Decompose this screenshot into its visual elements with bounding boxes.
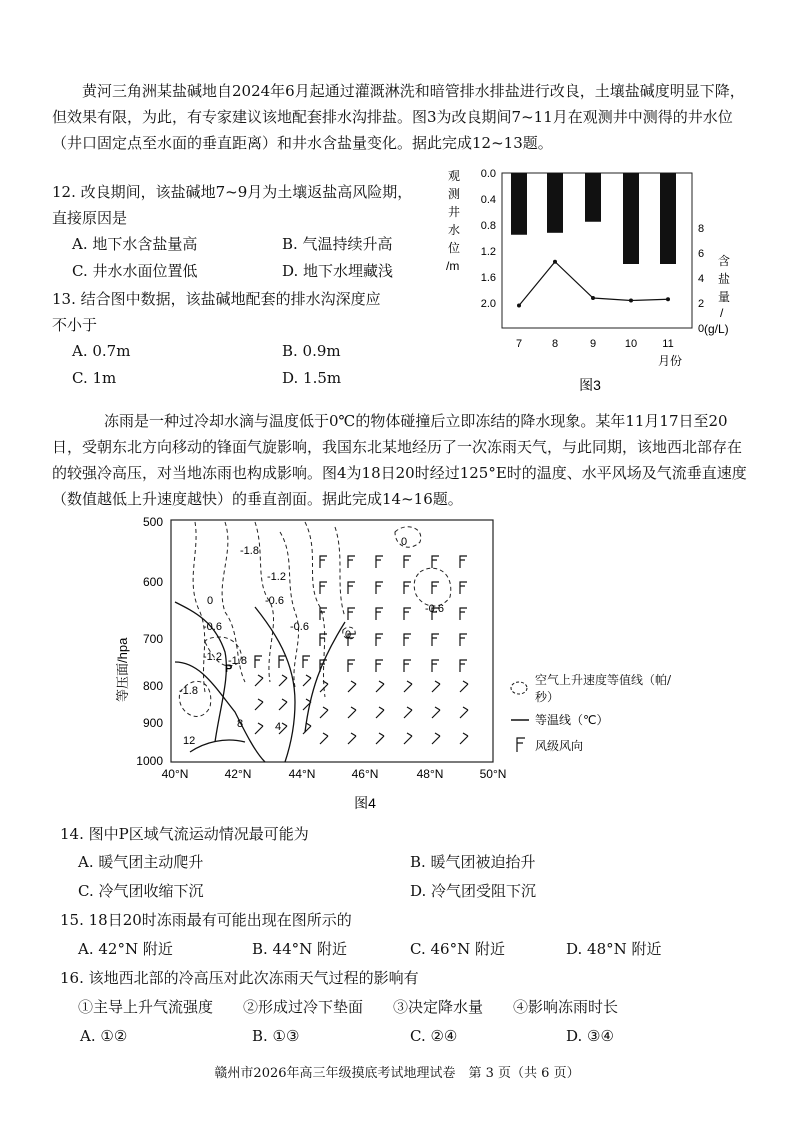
q13-option-d[interactable]: D. 1.5m [282, 369, 342, 387]
q15-option-a[interactable]: A. 42°N 附近 [78, 940, 173, 958]
q16-option-b[interactable]: B. ①③ [252, 1027, 300, 1045]
fig4-wind-barb [432, 733, 440, 744]
fig4-wind-barb [376, 707, 384, 718]
fig4-y-tick: 500 [142, 515, 163, 529]
fig4-plot-frame [171, 520, 493, 762]
svg-text:(g/L): (g/L) [704, 322, 729, 336]
legend-wind-icon [517, 738, 525, 752]
fig4-wind-barb [303, 656, 310, 668]
svg-text:/m: /m [446, 259, 460, 273]
fig3-x-tick: 10 [624, 338, 638, 350]
fig4-label: 0 [401, 536, 408, 548]
fig3-x-ticks [516, 338, 674, 350]
fig4-wind-barb [255, 675, 263, 686]
fig4-wind-barb [255, 656, 262, 668]
fig4-wind-barb [404, 556, 411, 568]
fig3-right-tick: 4 [698, 273, 705, 285]
fig3-right-ticks [698, 223, 704, 335]
q12-option-d[interactable]: D. 地下水埋藏浅 [282, 262, 394, 280]
fig3-water-level-bar [585, 173, 601, 222]
fig3-left-tick: 2.0 [480, 298, 496, 310]
fig4-y-tick: 1000 [136, 754, 163, 768]
fig4-wind-barb [320, 707, 328, 718]
fig4-label: 4 [275, 721, 282, 733]
legend-wind-label: 风级风向 [535, 739, 584, 753]
fig4-label: -0.6 [203, 621, 222, 633]
fig3-left-ticks [481, 168, 496, 310]
fig4-label: -1.2 [267, 571, 286, 583]
fig3-left-tick: 1.6 [480, 272, 496, 284]
fig4-wind-barb [404, 608, 411, 620]
fig4-x-tick: 50°N [479, 767, 507, 781]
q13-stem-line2: 不小于 [52, 316, 98, 334]
fig4-wind-barbs [255, 556, 468, 744]
fig4-wind-barb [376, 556, 383, 568]
fig4-caption: 图4 [354, 795, 376, 811]
fig4-wind-barb [376, 660, 383, 672]
fig4-wind-barb [320, 582, 327, 594]
fig4-wind-barb [348, 608, 355, 620]
q14-option-d[interactable]: D. 冷气团受阻下沉 [410, 882, 537, 900]
fig4-wind-barb [376, 608, 383, 620]
svg-text:含: 含 [718, 254, 731, 268]
fig4-wind-barb [255, 699, 263, 710]
fig4-label: -1.2 [203, 651, 222, 663]
fig4-wind-barb [348, 556, 355, 568]
fig4-wind-barb [432, 681, 440, 692]
fig3-x-tick: 11 [662, 338, 674, 350]
fig4-wind-barb [376, 733, 384, 744]
fig3-right-tick: 8 [698, 223, 705, 235]
q13-option-b[interactable]: B. 0.9m [282, 342, 341, 360]
fig4-y-ticks [136, 515, 163, 768]
fig4-label: -1.8 [228, 655, 247, 667]
fig4-updraft-contours [179, 522, 450, 716]
q16-stem: 16. 该地西北部的冷高压对此次冻雨天气过程的影响有 [60, 969, 419, 987]
q12-option-b[interactable]: B. 气温持续升高 [282, 235, 393, 253]
q16-option-d[interactable]: D. ③④ [566, 1027, 614, 1045]
figure-3 [440, 165, 750, 400]
fig4-wind-barb [404, 634, 411, 646]
fig4-wind-barb [432, 634, 439, 646]
fig3-salinity-point [591, 296, 595, 300]
fig4-y-label: 等压面/hpa [115, 637, 130, 702]
fig3-salinity-point [553, 260, 557, 264]
fig3-right-tick: 0 [698, 323, 705, 335]
fig4-wind-barb [348, 707, 356, 718]
q12-stem-line1: 12. 改良期间，该盐碱地7~9月为土壤返盐高风险期， [52, 183, 413, 201]
fig3-x-label: 月份 [658, 354, 683, 368]
fig3-left-tick: 0.4 [480, 194, 496, 206]
fig4-label-p: P [225, 663, 233, 675]
fig4-wind-barb [348, 733, 356, 744]
fig3-right-axis-label [704, 254, 730, 336]
fig4-x-tick: 42°N [224, 767, 252, 781]
fig4-wind-barb [432, 660, 439, 672]
q13-stem-line1: 13. 结合图中数据，该盐碱地配套的排水沟深度应 [52, 290, 381, 308]
fig4-x-tick: 46°N [351, 767, 379, 781]
q14-option-a[interactable]: A. 暖气团主动爬升 [78, 853, 204, 871]
fig4-x-tick: 48°N [416, 767, 444, 781]
fig3-x-tick: 7 [515, 338, 523, 350]
fig4-x-ticks [162, 767, 507, 781]
q13-option-c[interactable]: C. 1m [72, 369, 117, 387]
fig3-left-tick: 0.8 [480, 220, 496, 232]
fig4-wind-barb [404, 660, 411, 672]
q15-option-d[interactable]: D. 48°N 附近 [566, 940, 662, 958]
fig4-label: 0 [207, 595, 214, 607]
fig4-label: 8 [237, 718, 244, 730]
fig3-left-tick: 0.0 [480, 168, 496, 180]
fig4-wind-barb [303, 723, 311, 734]
fig4-label: -0.6 [265, 595, 284, 607]
fig4-wind-barb [320, 556, 327, 568]
fig4-label: -1.8 [179, 685, 198, 697]
fig4-wind-barb [460, 634, 467, 646]
fig4-y-tick: 900 [142, 716, 163, 730]
fig4-wind-barb [376, 582, 383, 594]
fig4-label: -0.6 [425, 603, 444, 615]
fig4-wind-barb [460, 556, 467, 568]
q16-option-c[interactable]: C. ②④ [410, 1027, 458, 1045]
fig4-wind-barb [279, 675, 287, 686]
q14-option-b[interactable]: B. 暖气团被迫抬升 [410, 853, 536, 871]
fig3-water-level-bar [547, 173, 563, 233]
q15-stem: 15. 18日20时冻雨最有可能出现在图所示的 [60, 911, 352, 929]
q15-option-c[interactable]: C. 46°N 附近 [410, 940, 505, 958]
fig4-label: 0 [345, 629, 352, 641]
fig4-wind-barb [404, 582, 411, 594]
svg-text:量: 量 [718, 290, 731, 304]
fig4-x-tick: 40°N [161, 767, 189, 781]
fig4-wind-barb [460, 681, 468, 692]
q16-items: ①主导上升气流强度 ②形成过冷下垫面 ③决定降水量 ④影响冻雨时长 [78, 998, 619, 1016]
fig3-water-level-bar [623, 173, 639, 264]
fig4-label: 12 [183, 735, 196, 747]
q13-option-a[interactable]: A. 0.7m [72, 342, 131, 360]
fig4-wind-barb [432, 707, 440, 718]
fig4-y-tick: 600 [142, 575, 163, 589]
fig3-water-level-bar [660, 173, 676, 264]
fig4-wind-barb [404, 733, 412, 744]
svg-text:测: 测 [448, 187, 461, 201]
intro-paragraph-1: 黄河三角洲某盐碱地自2024年6月起通过灌溉淋洗和暗管排水排盐进行改良，土壤盐碱度明显下降，但效果有限，为此，有专家建议该地配套排水沟排盐。图3为改良期间7~11月在观测井中测得的井水位（井口固定点至水面的垂直距离）和井水含盐量变化。据此完成12~13题。 [52, 82, 745, 152]
fig3-right-tick: 6 [698, 248, 705, 260]
svg-text:观: 观 [448, 169, 461, 183]
legend-updraft-icon [511, 682, 527, 694]
page-footer: 赣州市2026年高三年级摸底考试地理试卷 第 3 页（共 6 页） [214, 1066, 580, 1081]
fig3-salinity-point [629, 299, 633, 303]
figure-3-chart [440, 165, 750, 400]
fig4-wind-barb [432, 582, 439, 594]
fig4-wind-barb [404, 681, 412, 692]
q12-option-a[interactable]: A. 地下水含盐量高 [72, 235, 198, 253]
q14-stem: 14. 图中P区域气流运动情况最可能为 [60, 825, 309, 843]
fig4-wind-barb [348, 660, 355, 672]
svg-text:位: 位 [448, 241, 461, 255]
fig4-legend [511, 672, 675, 753]
fig4-wind-barb [279, 656, 286, 668]
fig3-x-tick: 8 [551, 338, 559, 350]
fig4-label: -0.6 [290, 621, 309, 633]
fig4-y-tick: 700 [142, 632, 163, 646]
legend-isotherm-label: 等温线（℃） [535, 713, 609, 727]
fig3-caption: 图3 [579, 377, 601, 393]
svg-text:水: 水 [448, 223, 461, 237]
q12-option-c[interactable]: C. 井水水面位置低 [72, 262, 198, 280]
figure-4 [105, 512, 685, 820]
fig4-wind-barb [460, 733, 468, 744]
fig3-salinity-point [517, 304, 521, 308]
svg-text:/: / [720, 306, 724, 320]
svg-text:盐: 盐 [718, 272, 731, 286]
fig4-wind-barb [404, 707, 412, 718]
fig4-wind-barb [320, 634, 327, 646]
q12-stem-line2: 直接原因是 [52, 209, 128, 227]
legend-updraft-label: 空气上升速度等值线（帕/秒） [535, 673, 672, 704]
fig4-wind-barb [255, 723, 263, 734]
fig4-wind-barb [348, 582, 355, 594]
q15-option-b[interactable]: B. 44°N 附近 [252, 940, 348, 958]
fig4-wind-barb [376, 681, 384, 692]
fig4-y-tick: 800 [142, 679, 163, 693]
fig3-left-axis-label [446, 169, 460, 273]
figure-4-chart [105, 512, 685, 820]
fig4-wind-barb [376, 634, 383, 646]
fig4-wind-barb [279, 699, 287, 710]
fig4-wind-barb [460, 660, 467, 672]
fig3-right-tick: 2 [698, 298, 705, 310]
fig3-salinity-point [666, 297, 670, 301]
intro-paragraph-2: 冻雨是一种过冷却水滴与温度低于0℃的物体碰撞后立即冻结的降水现象。某年11月17日至20日，受朝东北方向移动的锋面气旋影响，我国东北某地经历了一次冻雨天气，与此同期，该地西北部存在的较强冷高压，对当地冻雨也构成影响。图4为18日20时经过125°E时的温度、水平风场及气流垂直速度（数值越低上升速度越快）的垂直剖面。据此完成14~16题。 [52, 412, 747, 508]
fig4-wind-barb [460, 707, 468, 718]
fig4-wind-barb [303, 675, 311, 686]
fig3-water-level-bar [511, 173, 527, 235]
fig4-wind-barb [432, 556, 439, 568]
fig4-label: -1.8 [240, 545, 259, 557]
fig4-wind-barb [348, 681, 356, 692]
fig4-x-tick: 44°N [288, 767, 316, 781]
fig4-wind-barb [320, 733, 328, 744]
q16-option-a[interactable]: A. ①② [80, 1027, 128, 1045]
q14-option-c[interactable]: C. 冷气团收缩下沉 [78, 882, 204, 900]
fig4-wind-barb [460, 608, 467, 620]
svg-text:井: 井 [448, 205, 461, 219]
fig4-wind-barb [460, 582, 467, 594]
fig3-x-tick: 9 [589, 338, 597, 350]
fig3-left-tick: 1.2 [480, 246, 496, 258]
